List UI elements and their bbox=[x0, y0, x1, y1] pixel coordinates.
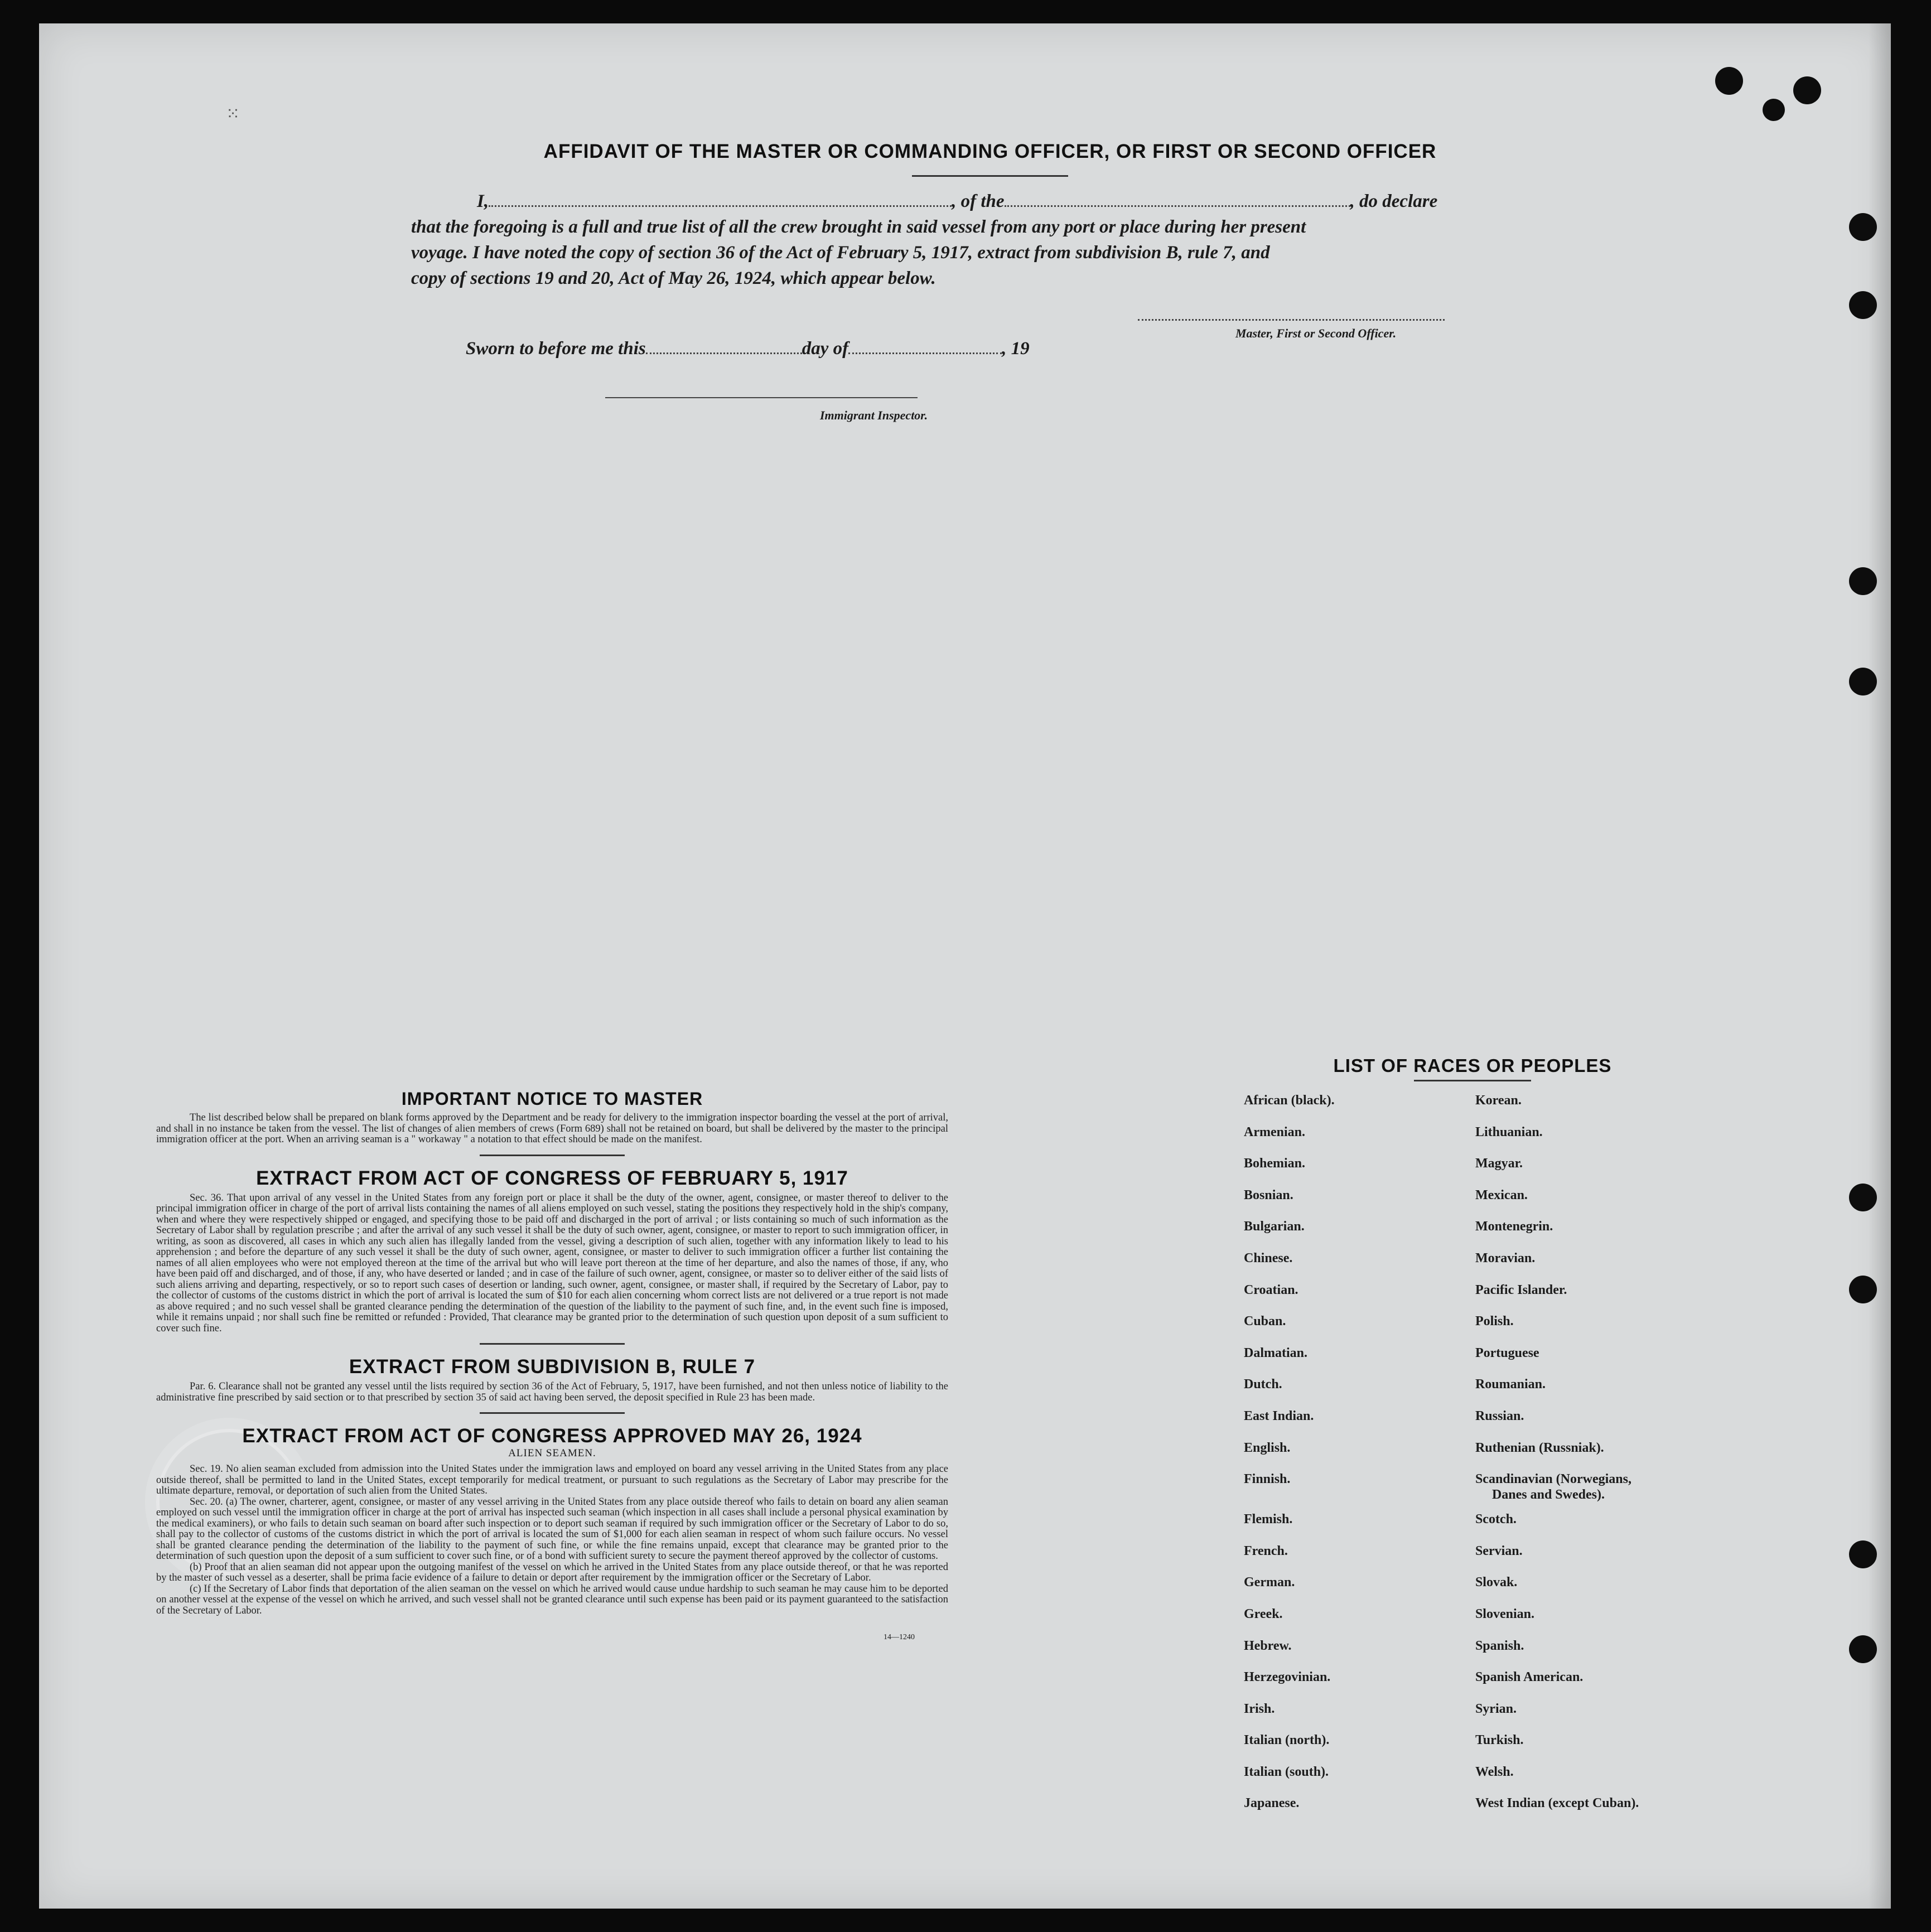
affidavit-line-1 bbox=[477, 189, 1437, 214]
race-item: Herzegovinian. bbox=[1244, 1670, 1331, 1685]
race-item: African (black). bbox=[1244, 1093, 1335, 1108]
race-item: Welsh. bbox=[1475, 1764, 1514, 1779]
notice-body: The list described below shall be prepared on blank forms approved by the Department and be ready for delivery to the immigration inspector boarding the vessel at the port of arrival, and shall in no instance be taken from the vessel. The list of changes of alien members of crews (Form 689) shall not be retained on board, but shall be delivered by the master to the principal immigration officer at the port. When an arriving seaman is a " workaway " a notation to that effect should be made on the manifest. bbox=[156, 1112, 948, 1145]
master-signature-line[interactable] bbox=[1138, 319, 1445, 321]
affidavit-title-rule bbox=[912, 175, 1068, 177]
binder-hole bbox=[1763, 99, 1785, 121]
document-sheet bbox=[39, 23, 1891, 1909]
race-item: Finnish. bbox=[1244, 1472, 1291, 1487]
race-item: Italian (north). bbox=[1244, 1733, 1330, 1748]
race-item: Korean. bbox=[1475, 1093, 1522, 1108]
affidavit-line-2: that the foregoing is a full and true list of all the crew brought in said vessel from any port or place during her present bbox=[411, 217, 1306, 237]
race-item: Bulgarian. bbox=[1244, 1219, 1305, 1234]
binder-hole bbox=[1849, 1635, 1877, 1663]
race-item: Italian (south). bbox=[1244, 1764, 1329, 1779]
race-item: German. bbox=[1244, 1575, 1295, 1590]
affidavit-line-4: copy of sections 19 and 20, Act of May 26, 1924, which appear below. bbox=[411, 268, 936, 288]
stray-pencil-mark: ⁙ bbox=[226, 105, 240, 123]
binder-hole bbox=[1849, 213, 1877, 241]
extract-1924-subtitle: ALIEN SEAMEN. bbox=[508, 1447, 596, 1459]
race-item: English. bbox=[1244, 1440, 1291, 1455]
race-item: Turkish. bbox=[1475, 1733, 1524, 1748]
race-item: Ruthenian (Russniak). bbox=[1475, 1440, 1604, 1455]
race-item: Slovenian. bbox=[1475, 1606, 1534, 1621]
extract-1924-sec20b bbox=[156, 1562, 948, 1584]
notice-text bbox=[156, 1113, 948, 1146]
extract-rule7-title: EXTRACT FROM SUBDIVISION B, RULE 7 bbox=[349, 1356, 756, 1378]
race-item: Portuguese bbox=[1475, 1345, 1539, 1360]
races-section bbox=[1244, 1055, 1701, 1827]
race-item: Slovak. bbox=[1475, 1575, 1518, 1590]
extract-1924-sec20a bbox=[156, 1497, 948, 1562]
affidavit-title: AFFIDAVIT OF THE MASTER OR COMMANDING OFFICER, OR FIRST OR SECOND OFFICER bbox=[543, 141, 1437, 162]
extract-1917-title: EXTRACT FROM ACT OF CONGRESS OF FEBRUARY 5, 1917 bbox=[256, 1167, 848, 1189]
race-item: Scotch. bbox=[1475, 1512, 1517, 1527]
extract-1917-body: Sec. 36. That upon arrival of any vessel in the United States from any foreign port or place it shall be the duty of the owner, agent, consignee, or master thereof to deliver to the principal immigration officer in charge of the port of arrival lists containing the names of all aliens employed on such vessel, stating the positions they respectively hold in the ship's company, when and where they were respectively shipped or engaged, and specifying those to be paid off and discharged in the port of arrival ; or lists containing so much of such information as the Secretary of Labor shall by regulation prescribe ; and after the arrival of any such vessel it shall be the duty of such owner, agent, consignee, or master to report to such immigration officer, in writing, as soon as discovered, all cases in which any such alien has illegally landed from the vessel, giving a description of such alien, together with any information likely to lead to his apprehension ; and before the departure of any such vessel it shall be the duty of such owner, agent, consignee, or master to deliver to such immigration officer a further list containing the names of all alien employees who were not employed thereon at the time of the arrival but who will leave port thereon at the time of her departure, and also the names of those, if any, who have been paid off and discharged, and of those, if any, who have deserted or landed ; and in case of the failure of such owner, agent, consignee, or master so to deliver either of the said lists of such aliens arriving and departing, respectively, or so to report such cases of desertion or landing, such owner, agent, consignee, or master shall, if required by the Secretary of Labor, pay to the collector of customs of the customs district in which the port of arrival is located the sum of $10 for each alien concerning whom correct lists are not delivered or a true report is not made as above required ; and no such vessel shall be granted clearance pending the determination of the question of the liability to the payment of such fine, and, in the event such fine is imposed, while it remains unpaid ; nor shall such fine be remitted or refunded : Provided, That clearance may be granted prior to the determination of such question upon deposit of a sum sufficient to cover such fine. bbox=[156, 1192, 948, 1334]
race-item: Chinese. bbox=[1244, 1250, 1293, 1266]
extract-1924-sec20c bbox=[156, 1584, 948, 1617]
sec20c-body: (c) If the Secretary of Labor finds that deportation of the alien seaman on the vessel on which he arrived would cause undue hardship to such seaman he may cause him to be deported on another vessel at the expense of the vessel on which he arrived, and such vessel shall not be granted clearance until such expense has been paid or its payment guaranteed to the satisfaction of the Secretary of Labor. bbox=[156, 1583, 948, 1616]
binder-hole bbox=[1849, 1276, 1877, 1303]
binder-hole bbox=[1849, 291, 1877, 319]
declarant-name-blank[interactable] bbox=[489, 205, 952, 207]
races-column-2 bbox=[1475, 1093, 1701, 1827]
race-item: Irish. bbox=[1244, 1701, 1275, 1716]
sec20b-body: (b) Proof that an alien seaman did not appear upon the outgoing manifest of the vessel on which he arrived in the United States from any place outside thereof, or that he was reported by the master of such vessel as a deserter, shall be prima facie evidence of a failure to detain or deport after requirement by the immigration officer or the Secretary of Labor. bbox=[156, 1561, 948, 1583]
form-number: 14—1240 bbox=[884, 1633, 915, 1641]
race-item: Pacific Islander. bbox=[1475, 1282, 1567, 1297]
binder-hole bbox=[1849, 668, 1877, 695]
race-item: Dalmatian. bbox=[1244, 1345, 1307, 1360]
sec20a-body: Sec. 20. (a) The owner, charterer, agent, consignee, or master of any vessel arriving in the United States from any place outside thereof who fails to detain on board any alien seaman employed on such vessel until the immigration officer in charge at the port of arrival has inspected such seaman (which inspection in all cases shall include a personal physical examination by the medical examiners), or who fails to detain such seaman on board after such inspection or to deport such seaman if required by such immigration officer or the Secretary of Labor to do so, shall pay to the collector of customs of the customs district in which the port of arrival is located the sum of $1,000 for each alien seaman in respect of whom such failure occurs. No vessel shall be granted clearance pending the determination of the liability to the payment of such fine, or while the fine remains unpaid, except that clearance may be granted prior to the determination of such question upon the deposit of a sum sufficient to cover such fine, or of a bond with sufficient surety to secure the payment thereof approved by the collector of customs. bbox=[156, 1496, 948, 1562]
race-item: Spanish American. bbox=[1475, 1670, 1584, 1685]
race-item: Flemish. bbox=[1244, 1512, 1293, 1527]
race-item: French. bbox=[1244, 1543, 1288, 1558]
race-item: Bohemian. bbox=[1244, 1156, 1306, 1171]
extract-1917-text bbox=[156, 1193, 948, 1335]
divider-1 bbox=[480, 1155, 625, 1156]
affidavit-line-3: voyage. I have noted the copy of section 36 of the Act of February 5, 1917, extract from subdivision B, rule 7, and bbox=[411, 243, 1270, 263]
race-item: Moravian. bbox=[1475, 1250, 1536, 1266]
race-item: Polish. bbox=[1475, 1314, 1514, 1329]
binder-hole bbox=[1849, 567, 1877, 595]
binder-hole bbox=[1715, 67, 1743, 95]
race-item: Japanese. bbox=[1244, 1796, 1300, 1811]
race-item: Servian. bbox=[1475, 1543, 1523, 1558]
race-item: Montenegrin. bbox=[1475, 1219, 1553, 1234]
extract-rule7-body: Par. 6. Clearance shall not be granted any vessel until the lists required by section 36 of the Act of February, 5, 1917, have been furnished, and not then unless notice of liability to the administrative fine prescribed by said section or to that prescribed by section 35 of said act having been served, the deposit specified in Rule 23 has been made. bbox=[156, 1381, 948, 1403]
race-item: Greek. bbox=[1244, 1606, 1283, 1621]
binder-hole bbox=[1849, 1540, 1877, 1568]
race-item: Cuban. bbox=[1244, 1314, 1286, 1329]
race-item: Hebrew. bbox=[1244, 1638, 1292, 1653]
sworn-year-prefix: , 19 bbox=[1002, 339, 1030, 359]
race-item: West Indian (except Cuban). bbox=[1475, 1796, 1639, 1811]
race-item: Roumanian. bbox=[1475, 1377, 1546, 1392]
inspector-signature-line[interactable] bbox=[605, 397, 918, 398]
declare-suffix: , do declare bbox=[1350, 191, 1438, 211]
sec19-body: Sec. 19. No alien seaman excluded from admission into the United States under the immigration laws and employed on board any vessel arriving in the United States from any place outside thereof, shall be permitted to land in the United States, except temporarily for medical treatment, or pursuant to such regulations as the Secretary of Labor may prescribe for the ultimate departure, removal, or deportation of such alien from the United States. bbox=[156, 1464, 948, 1496]
binder-hole bbox=[1849, 1184, 1877, 1211]
race-item: Dutch. bbox=[1244, 1377, 1282, 1392]
extract-1924-title: EXTRACT FROM ACT OF CONGRESS APPROVED MAY 26, 1924 bbox=[242, 1425, 862, 1447]
race-item: Croatian. bbox=[1244, 1282, 1298, 1297]
race-item: Scandinavian (Norwegians, Danes and Swedes). bbox=[1475, 1471, 1701, 1511]
declarant-prefix: I, bbox=[477, 191, 489, 211]
race-item: East Indian. bbox=[1244, 1408, 1314, 1423]
divider-3 bbox=[480, 1412, 625, 1414]
vessel-name-blank[interactable] bbox=[1005, 205, 1350, 207]
race-item-continuation: Danes and Swedes). bbox=[1491, 1487, 1605, 1503]
races-title: LIST OF RACES OR PEOPLES bbox=[1333, 1055, 1612, 1076]
race-item: Spanish. bbox=[1475, 1638, 1524, 1653]
affidavit-section bbox=[446, 141, 1534, 177]
legal-notices bbox=[156, 1089, 948, 1642]
sworn-month-blank[interactable] bbox=[848, 352, 1002, 354]
races-columns bbox=[1244, 1093, 1701, 1827]
sworn-month-prefix: day of bbox=[802, 339, 849, 359]
race-item: Russian. bbox=[1475, 1408, 1524, 1423]
race-item: Lithuanian. bbox=[1475, 1124, 1543, 1139]
master-signature-label: Master, First or Second Officer. bbox=[1235, 326, 1397, 340]
race-item: Syrian. bbox=[1475, 1701, 1517, 1716]
sworn-line bbox=[466, 336, 1030, 361]
notice-title: IMPORTANT NOTICE TO MASTER bbox=[401, 1089, 703, 1109]
sworn-day-blank[interactable] bbox=[646, 352, 802, 354]
races-title-rule bbox=[1414, 1080, 1531, 1081]
race-item: Bosnian. bbox=[1244, 1187, 1293, 1202]
vessel-prefix: , of the bbox=[952, 191, 1005, 211]
sworn-prefix: Sworn to before me this bbox=[466, 339, 646, 359]
race-item: Mexican. bbox=[1475, 1187, 1528, 1202]
extract-rule7-text bbox=[156, 1382, 948, 1403]
races-column-1 bbox=[1244, 1093, 1475, 1827]
race-item: Armenian. bbox=[1244, 1124, 1305, 1139]
divider-2 bbox=[480, 1343, 625, 1345]
binder-hole bbox=[1793, 76, 1821, 104]
extract-1924-sec19 bbox=[156, 1464, 948, 1497]
inspector-signature-label: Immigrant Inspector. bbox=[820, 408, 928, 422]
race-item: Magyar. bbox=[1475, 1156, 1523, 1171]
